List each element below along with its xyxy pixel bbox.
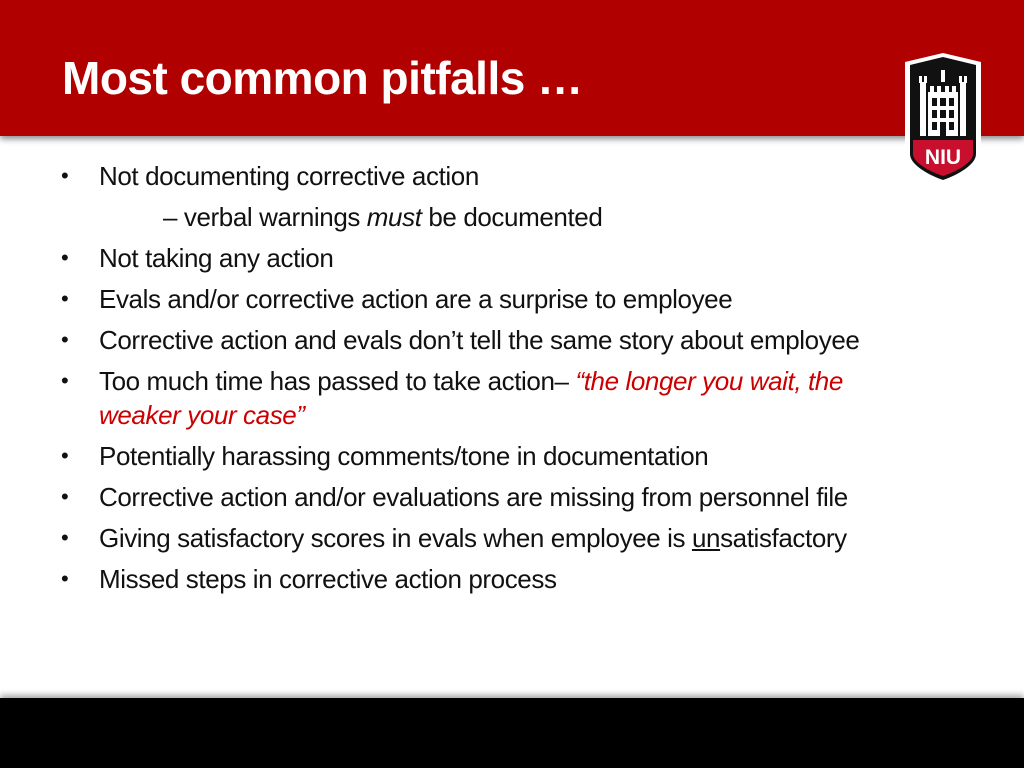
list-item-text-prefix: Giving satisfactory scores in evals when employee is [99, 523, 692, 553]
sub-item-emphasis: must [366, 202, 422, 232]
list-item-text: Missed steps in corrective action process [99, 564, 557, 594]
footer-bar [0, 698, 1024, 768]
list-item-text: Corrective action and evals don’t tell the same story about employee [99, 325, 860, 355]
sub-item-prefix: – verbal warnings [163, 202, 367, 232]
list-item [99, 521, 939, 555]
list-item-text-suffix: satisfactory [720, 523, 847, 553]
sub-list-item [163, 200, 602, 234]
list-item [99, 562, 939, 596]
list-item [99, 282, 939, 316]
quote-text: “the longer you wait, the [575, 366, 843, 396]
list-item-text: Evals and/or corrective action are a surprise to employee [99, 284, 733, 314]
list-item [99, 159, 939, 193]
underlined-text: un [691, 523, 721, 553]
list-item [99, 480, 939, 514]
list-item [99, 364, 939, 432]
slide-title: Most common pitfalls … [62, 52, 583, 104]
list-item-text: Corrective action and/or evaluations are missing from personnel file [99, 482, 848, 512]
quote-text-continued: weaker your case” [99, 400, 305, 430]
list-item [99, 241, 939, 275]
list-item-text: Too much time has passed to take action– [99, 366, 576, 396]
list-item-text: Potentially harassing comments/tone in documentation [99, 441, 709, 471]
list-item [99, 323, 939, 357]
list-item [99, 439, 939, 473]
sub-item-suffix: be documented [421, 202, 603, 232]
list-item-text: Not taking any action [99, 243, 334, 273]
list-item-text: Not documenting corrective action [99, 161, 479, 191]
logo-text: NIU [924, 146, 962, 169]
